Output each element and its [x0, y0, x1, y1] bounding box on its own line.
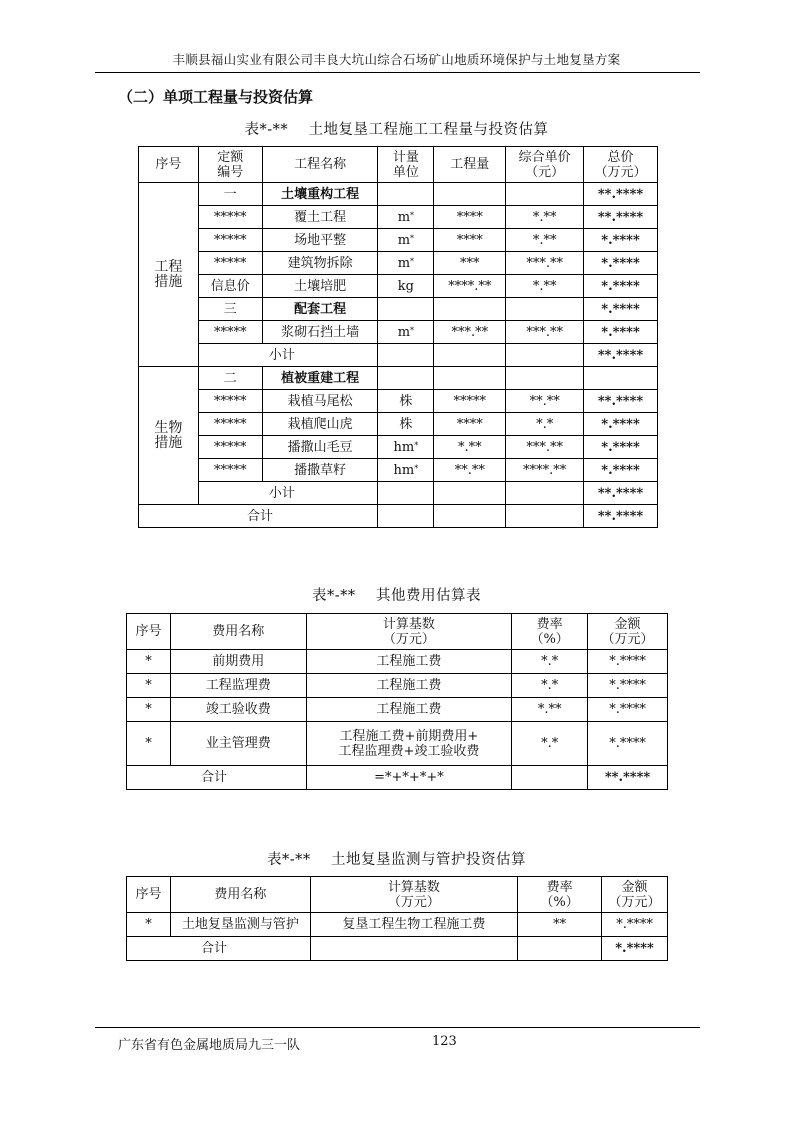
code-cell: 信息价: [198, 275, 262, 298]
name-cell: 土壤重构工程: [262, 183, 378, 206]
table3-caption: 表*-** 土地复垦监测与管护投资估算: [266, 852, 527, 868]
unit-cell: [378, 390, 434, 413]
table3-header-row: [127, 877, 668, 913]
subtotal-total: **.****: [584, 344, 658, 367]
header-seq: 序号: [127, 614, 171, 650]
empty-cell: [378, 482, 434, 505]
total-cell: *.****: [584, 321, 658, 344]
empty-cell: [506, 505, 584, 528]
total-row: [127, 766, 668, 790]
unit-text: 株: [399, 393, 413, 409]
base-cell: 工程施工费: [306, 674, 512, 698]
header-name: 费用名称: [170, 877, 310, 913]
unit-cell: [378, 436, 434, 459]
table2-header-row: [127, 614, 668, 650]
total-cell: *.****: [584, 252, 658, 275]
grand-total-label: 合计: [139, 505, 378, 528]
page-number: 123: [432, 1034, 457, 1049]
unit-text: kg: [397, 278, 414, 294]
code-cell: 三: [198, 298, 262, 321]
price-cell: *.**: [506, 206, 584, 229]
name-cell: 栽植马尾松: [262, 390, 378, 413]
price-cell: *.**: [506, 229, 584, 252]
unit-exponent: *: [414, 463, 419, 473]
qty-cell: ****: [434, 413, 506, 436]
empty-cell: [434, 344, 506, 367]
total-cell: **.****: [584, 390, 658, 413]
name-cell: 土壤培肥: [262, 275, 378, 298]
table-row: [127, 913, 668, 937]
seq-cell: *: [127, 722, 171, 766]
code-cell: *****: [198, 229, 262, 252]
header-rate: 费率 （%）: [518, 877, 602, 913]
empty-cell: [378, 505, 434, 528]
unit-exponent: *: [410, 256, 415, 266]
table-row: [139, 436, 658, 459]
price-cell: [506, 367, 584, 390]
empty-cell: [434, 482, 506, 505]
header-base: 计算基数 （万元）: [306, 614, 512, 650]
total-label: 合计: [127, 766, 307, 790]
unit-cell: [378, 298, 434, 321]
table-row: [139, 229, 658, 252]
monitoring-cost-table: [126, 876, 668, 961]
code-cell: *****: [198, 206, 262, 229]
unit-text: m: [397, 324, 411, 340]
name-cell: 栽植爬山虎: [262, 413, 378, 436]
grand-total-row: [139, 505, 658, 528]
total-amount: *.****: [602, 937, 668, 961]
header-seq: 序号: [127, 877, 171, 913]
table-row: [139, 275, 658, 298]
unit-cell: [378, 413, 434, 436]
total-cell: *.****: [584, 298, 658, 321]
empty-cell: [512, 766, 588, 790]
price-cell: ***.**: [506, 252, 584, 275]
header-code: 定额 编号: [198, 147, 262, 183]
table-row: [127, 650, 668, 674]
code-cell: 二: [198, 367, 262, 390]
name-cell: 植被重建工程: [262, 367, 378, 390]
table1-header-row: [139, 147, 658, 183]
grand-total-value: **.****: [584, 505, 658, 528]
header-amount: 金额 （万元）: [588, 614, 668, 650]
table-row: [139, 183, 658, 206]
base-cell: 工程施工费+前期费用+ 工程监理费+竣工验收费: [306, 722, 512, 766]
table-row: [139, 367, 658, 390]
name-cell: 竣工验收费: [170, 698, 306, 722]
document-header-title: 丰顺县福山实业有限公司丰良大坑山综合石场矿山地质环境保护与土地复垦方案: [172, 52, 621, 67]
table-row: [139, 252, 658, 275]
rate-cell: **: [518, 913, 602, 937]
qty-cell: ****.**: [434, 275, 506, 298]
seq-cell: *: [127, 698, 171, 722]
seq-cell: *: [127, 674, 171, 698]
amount-cell: *.****: [602, 913, 668, 937]
subtotal-row: [139, 344, 658, 367]
code-cell: *****: [198, 390, 262, 413]
unit-cell: [378, 459, 434, 482]
unit-exponent: *: [410, 210, 415, 220]
price-cell: ****.**: [506, 459, 584, 482]
table-row: [139, 459, 658, 482]
construction-cost-table: [138, 146, 658, 528]
header-price: 综合单价 （元）: [506, 147, 584, 183]
total-cell: *.****: [584, 459, 658, 482]
name-cell: 工程监理费: [170, 674, 306, 698]
total-cell: *.****: [584, 275, 658, 298]
table-row: [127, 698, 668, 722]
header-rate: 费率 （%）: [512, 614, 588, 650]
name-cell: 浆砌石挡土墙: [262, 321, 378, 344]
base-cell: 工程施工费: [306, 650, 512, 674]
subtotal-label: 小计: [198, 344, 378, 367]
group-label: 生物 措施: [139, 367, 199, 505]
price-cell: *.**: [506, 275, 584, 298]
qty-cell: ****: [434, 206, 506, 229]
price-cell: [506, 183, 584, 206]
empty-cell: [310, 937, 517, 961]
code-cell: *****: [198, 459, 262, 482]
unit-text: m: [397, 209, 411, 225]
seq-cell: *: [127, 913, 171, 937]
table-row: [127, 722, 668, 766]
qty-cell: *.**: [434, 436, 506, 459]
unit-cell: [378, 252, 434, 275]
amount-cell: *.****: [588, 650, 668, 674]
rate-cell: *.*: [512, 674, 588, 698]
unit-exponent: *: [414, 440, 419, 450]
total-cell: *.****: [584, 229, 658, 252]
seq-cell: *: [127, 650, 171, 674]
qty-cell: [434, 183, 506, 206]
code-cell: *****: [198, 413, 262, 436]
total-cell: *.****: [584, 436, 658, 459]
name-cell: 土地复垦监测与管护: [170, 913, 310, 937]
amount-cell: *.****: [588, 698, 668, 722]
code-cell: 一: [198, 183, 262, 206]
subtotal-total: **.****: [584, 482, 658, 505]
base-cell: 复垦工程生物工程施工费: [310, 913, 517, 937]
header-rule: [95, 72, 700, 73]
qty-cell: ***: [434, 252, 506, 275]
table2-caption: 表*-** 其他费用估算表: [311, 588, 482, 604]
name-cell: 场地平整: [262, 229, 378, 252]
amount-cell: *.****: [588, 674, 668, 698]
total-label: 合计: [127, 937, 311, 961]
table-row: [139, 390, 658, 413]
total-cell: **.****: [584, 206, 658, 229]
total-cell: [584, 367, 658, 390]
empty-cell: [506, 344, 584, 367]
total-cell: *.****: [584, 413, 658, 436]
header-unit: 计量 单位: [378, 147, 434, 183]
qty-cell: ***.**: [434, 321, 506, 344]
header-name: 费用名称: [170, 614, 306, 650]
header-seq: 序号: [139, 147, 199, 183]
name-cell: 播撒草籽: [262, 459, 378, 482]
unit-text: hm: [393, 462, 415, 478]
table-row: [139, 206, 658, 229]
name-cell: 配套工程: [262, 298, 378, 321]
qty-cell: [434, 367, 506, 390]
subtotal-label: 小计: [198, 482, 378, 505]
name-cell: 前期费用: [170, 650, 306, 674]
code-cell: *****: [198, 321, 262, 344]
header-qty: 工程量: [434, 147, 506, 183]
price-cell: [506, 298, 584, 321]
table-row: [127, 674, 668, 698]
total-cell: **.****: [584, 183, 658, 206]
subtotal-row: [139, 482, 658, 505]
name-cell: 建筑物拆除: [262, 252, 378, 275]
unit-text: m: [397, 255, 411, 271]
other-cost-table: [126, 613, 668, 790]
header-name: 工程名称: [262, 147, 378, 183]
footer-rule: [95, 1027, 700, 1028]
unit-cell: [378, 321, 434, 344]
rate-cell: *.*: [512, 722, 588, 766]
total-base: =*+*+*+*: [306, 766, 512, 790]
qty-cell: ****: [434, 229, 506, 252]
rate-cell: *.*: [512, 650, 588, 674]
table-row: [139, 413, 658, 436]
unit-cell: [378, 275, 434, 298]
unit-exponent: *: [410, 325, 415, 335]
name-cell: 播撒山毛豆: [262, 436, 378, 459]
price-cell: **.**: [506, 390, 584, 413]
name-cell: 覆土工程: [262, 206, 378, 229]
base-cell: 工程施工费: [306, 698, 512, 722]
amount-cell: *.****: [588, 722, 668, 766]
empty-cell: [434, 505, 506, 528]
table1-caption: 表*-** 土地复垦工程施工工程量与投资估算: [244, 122, 549, 138]
code-cell: *****: [198, 436, 262, 459]
unit-cell: [378, 229, 434, 252]
name-cell: 业主管理费: [170, 722, 306, 766]
table-row: [139, 321, 658, 344]
price-cell: ***.**: [506, 436, 584, 459]
section-title: （二）单项工程量与投资估算: [118, 88, 314, 106]
unit-text: hm: [393, 439, 415, 455]
qty-cell: [434, 298, 506, 321]
unit-cell: [378, 367, 434, 390]
total-row: [127, 937, 668, 961]
price-cell: ***.**: [506, 321, 584, 344]
unit-text: 株: [399, 416, 413, 432]
qty-cell: *****: [434, 390, 506, 413]
code-cell: *****: [198, 252, 262, 275]
empty-cell: [518, 937, 602, 961]
qty-cell: **.**: [434, 459, 506, 482]
header-total: 总价 （万元）: [584, 147, 658, 183]
empty-cell: [506, 482, 584, 505]
header-base: 计算基数 （万元）: [310, 877, 517, 913]
unit-cell: [378, 183, 434, 206]
table-row: [139, 298, 658, 321]
group-label: 工程 措施: [139, 183, 199, 367]
unit-text: m: [397, 232, 411, 248]
empty-cell: [378, 344, 434, 367]
price-cell: *.*: [506, 413, 584, 436]
unit-exponent: *: [410, 233, 415, 243]
rate-cell: *.**: [512, 698, 588, 722]
unit-cell: [378, 206, 434, 229]
total-amount: **.****: [588, 766, 668, 790]
footer-organization: 广东省有色金属地质局九三一队: [118, 1038, 301, 1053]
header-amount: 金额 （万元）: [602, 877, 668, 913]
